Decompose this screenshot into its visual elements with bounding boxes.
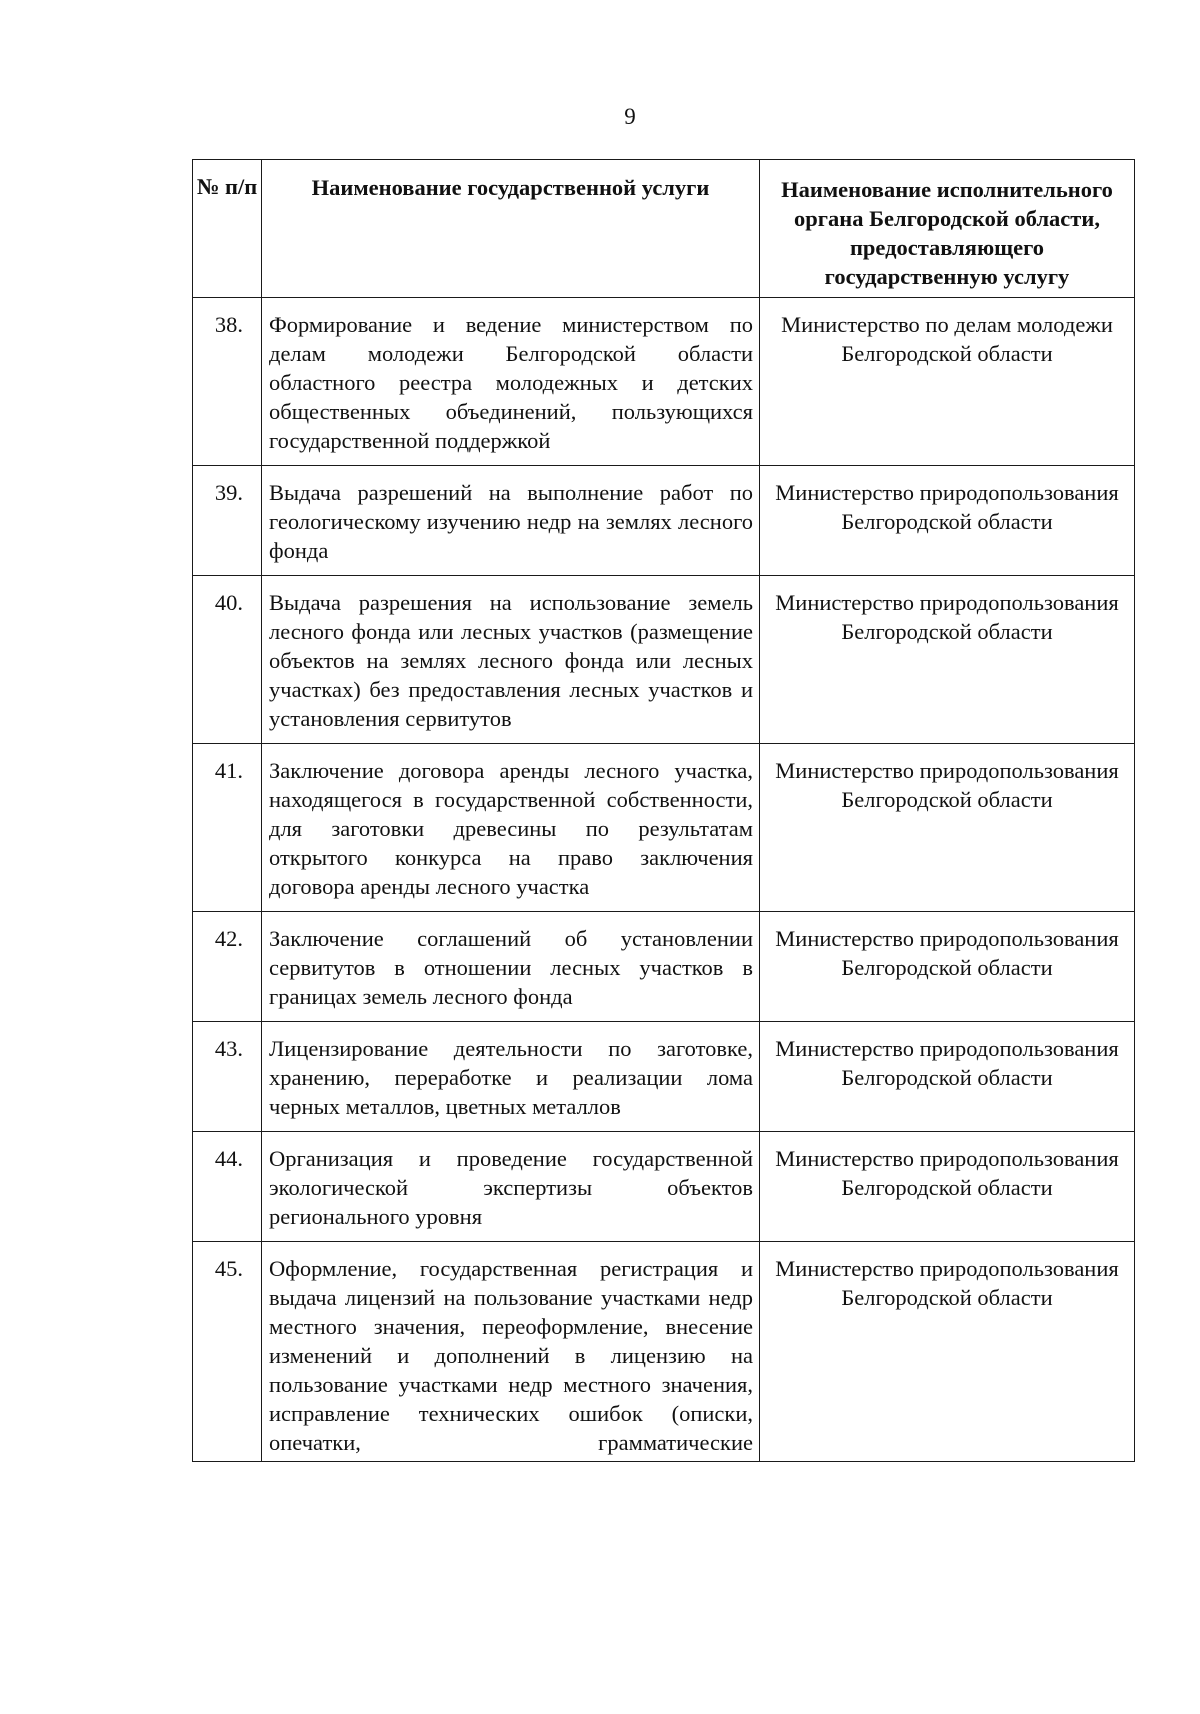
row-service: Организация и проведение государственной экологической экспертизы объектов регионального уровня xyxy=(262,1132,760,1242)
table-row xyxy=(193,576,1135,744)
header-number: № п/п xyxy=(193,160,262,298)
row-number: 45. xyxy=(193,1242,262,1462)
table-row xyxy=(193,1132,1135,1242)
row-service: Формирование и ведение министерством по делам молодежи Белгородской области областного реестра молодежных и детских общественных объединений, пользующихся государственной поддержкой xyxy=(262,298,760,466)
table-row xyxy=(193,912,1135,1022)
row-authority: Министерство природопользования Белгородской области xyxy=(760,576,1135,744)
page-number: 9 xyxy=(624,104,636,129)
table-row xyxy=(193,298,1135,466)
row-number: 41. xyxy=(193,744,262,912)
row-service: Заключение договора аренды лесного участка, находящегося в государственной собственности, для заготовки древесины по результатам открытого конкурса на право заключения договора аренды лесного участка xyxy=(262,744,760,912)
row-service: Заключение соглашений об установлении сервитутов в отношении лесных участков в границах земель лесного фонда xyxy=(262,912,760,1022)
row-service: Лицензирование деятельности по заготовке, хранению, переработке и реализации лома черных металлов, цветных металлов xyxy=(262,1022,760,1132)
row-authority: Министерство природопользования Белгородской области xyxy=(760,744,1135,912)
table-row xyxy=(193,1022,1135,1132)
row-service: Выдача разрешений на выполнение работ по геологическому изучению недр на землях лесного фонда xyxy=(262,466,760,576)
header-authority-name: Наименование исполнительного органа Белгородской области, предоставляющего государственную услугу xyxy=(760,160,1135,298)
table-header-row xyxy=(193,160,1135,298)
row-authority: Министерство природопользования Белгородской области xyxy=(760,1132,1135,1242)
header-service-name: Наименование государственной услуги xyxy=(262,160,760,298)
row-number: 40. xyxy=(193,576,262,744)
row-authority: Министерство по делам молодежи Белгородской области xyxy=(760,298,1135,466)
table-row xyxy=(193,744,1135,912)
row-service: Выдача разрешения на использование земель лесного фонда или лесных участков (размещение объектов на землях лесного фонда или лесных участках) без предоставления лесных участков и установления сервитутов xyxy=(262,576,760,744)
row-authority: Министерство природопользования Белгородской области xyxy=(760,912,1135,1022)
table-row xyxy=(193,1242,1135,1462)
row-number: 38. xyxy=(193,298,262,466)
row-number: 43. xyxy=(193,1022,262,1132)
row-authority: Министерство природопользования Белгородской области xyxy=(760,1242,1135,1462)
row-number: 39. xyxy=(193,466,262,576)
row-number: 42. xyxy=(193,912,262,1022)
row-authority: Министерство природопользования Белгородской области xyxy=(760,466,1135,576)
row-service: Оформление, государственная регистрация и выдача лицензий на пользование участками недр местного значения, переоформление, внесение изменений и дополнений в лицензию на пользование участками недр местного значения, исправление технических ошибок (описки, опечатки, грамматические xyxy=(262,1242,760,1462)
table-row xyxy=(193,466,1135,576)
row-authority: Министерство природопользования Белгородской области xyxy=(760,1022,1135,1132)
row-number: 44. xyxy=(193,1132,262,1242)
services-table xyxy=(192,159,1135,1462)
